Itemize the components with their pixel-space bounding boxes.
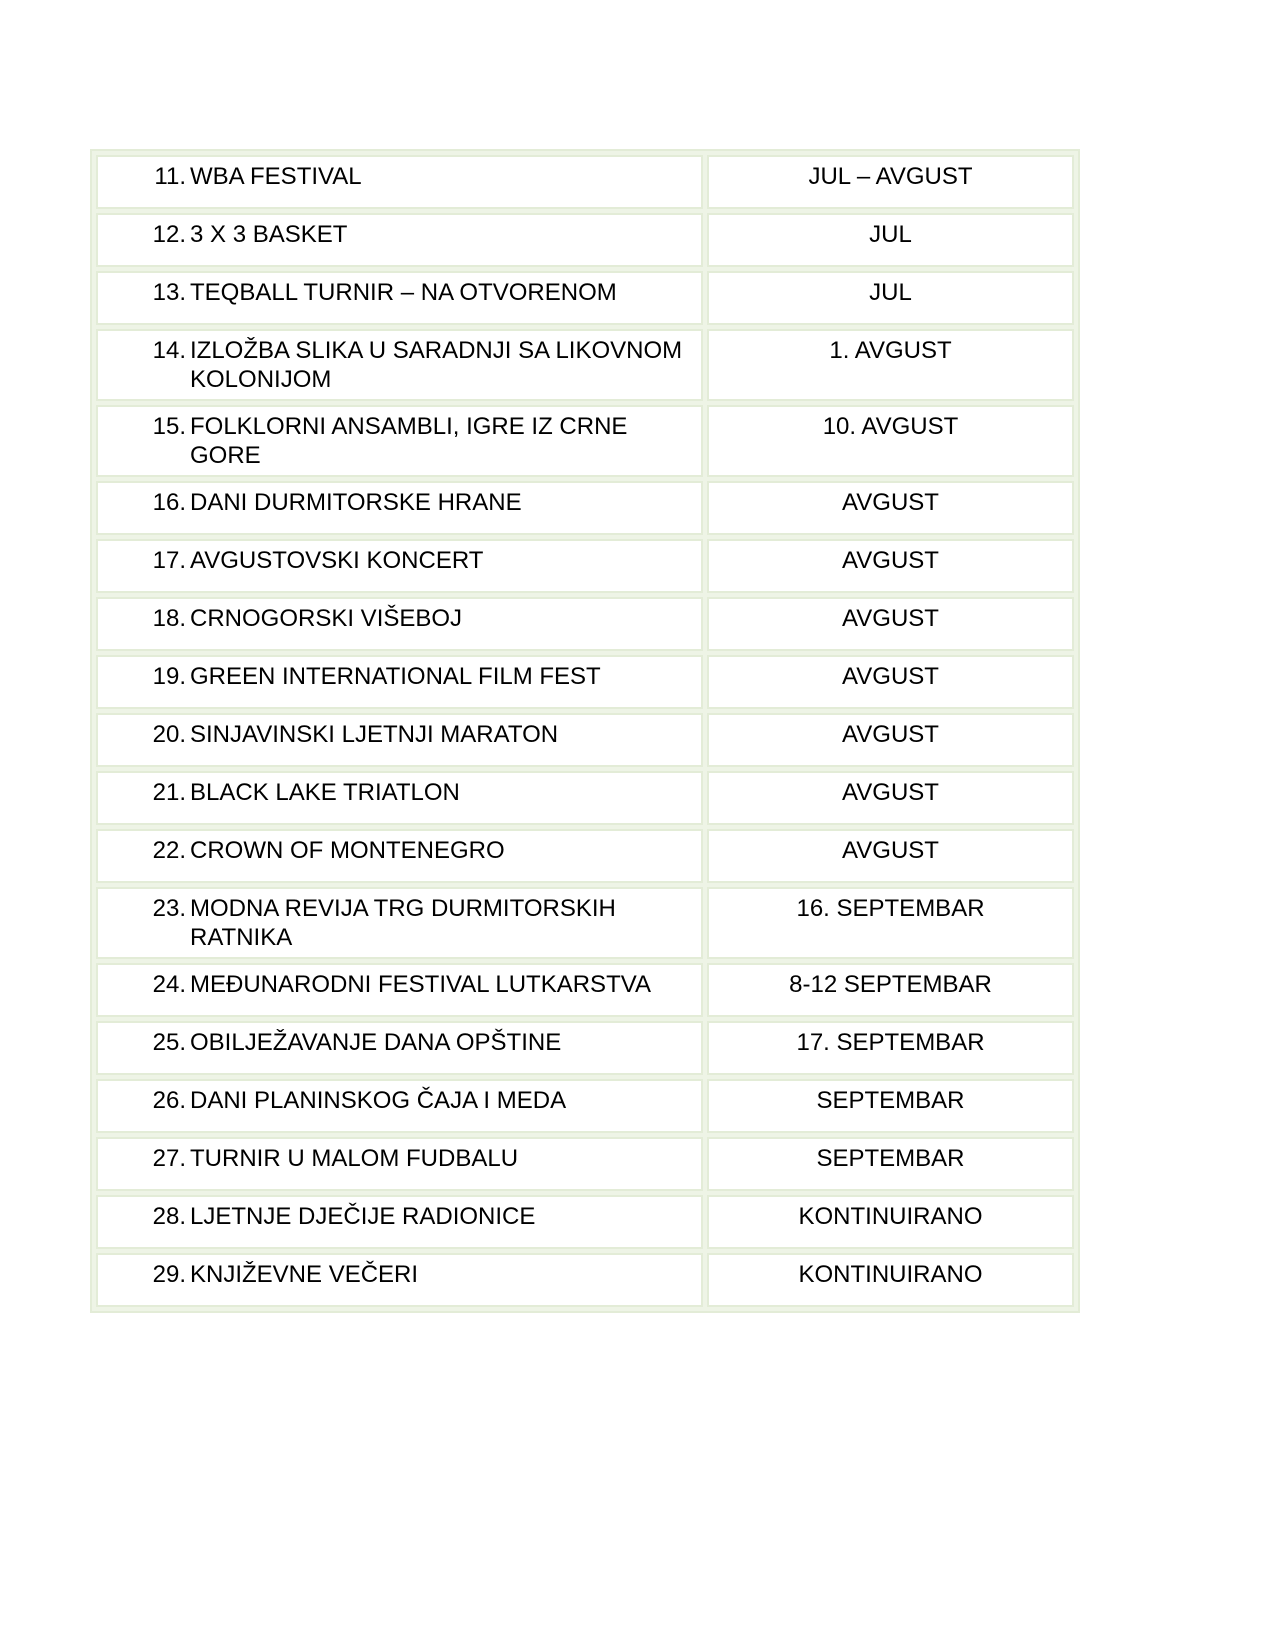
event-number: 27. <box>152 1145 186 1172</box>
table-row <box>96 539 1074 593</box>
table-row <box>96 963 1074 1017</box>
event-name-cell <box>96 829 703 883</box>
event-date: 16. SEPTEMBAR <box>707 887 1074 959</box>
event-date: 8-12 SEPTEMBAR <box>707 963 1074 1017</box>
event-name: TURNIR U MALOM FUDBALU <box>190 1145 519 1172</box>
event-name: OBILJEŽAVANJE DANA OPŠTINE <box>190 1029 562 1056</box>
event-name-cell <box>96 213 703 267</box>
event-name: FOLKLORNI ANSAMBLI, IGRE IZ CRNE GORE <box>190 413 628 469</box>
event-name: MODNA REVIJA TRG DURMITORSKIH RATNIKA <box>190 895 616 951</box>
event-number: 11. <box>154 163 186 190</box>
event-name-cell <box>96 329 703 401</box>
event-number: 23. <box>152 895 186 922</box>
events-table <box>90 149 1080 1313</box>
event-name-cell <box>96 1021 703 1075</box>
event-date: AVGUST <box>707 597 1074 651</box>
event-name: BLACK LAKE TRIATLON <box>190 779 460 806</box>
event-date: AVGUST <box>707 713 1074 767</box>
event-name: MEĐUNARODNI FESTIVAL LUTKARSTVA <box>190 971 651 998</box>
event-date: 10. AVGUST <box>707 405 1074 477</box>
event-number: 14. <box>152 337 186 364</box>
table-row <box>96 1021 1074 1075</box>
table-row <box>96 155 1074 209</box>
table-row <box>96 1079 1074 1133</box>
table-row <box>96 329 1074 401</box>
event-name: IZLOŽBA SLIKA U SARADNJI SA LIKOVNOM KOLONIJOM <box>190 337 683 393</box>
event-name-cell <box>96 963 703 1017</box>
table-row <box>96 481 1074 535</box>
event-number: 26. <box>152 1087 186 1114</box>
event-name-cell <box>96 1137 703 1191</box>
event-date: AVGUST <box>707 539 1074 593</box>
event-date: KONTINUIRANO <box>707 1253 1074 1307</box>
event-name-cell <box>96 655 703 709</box>
event-name-cell <box>96 155 703 209</box>
event-number: 17. <box>152 547 186 574</box>
event-name-cell <box>96 1253 703 1307</box>
event-number: 25. <box>152 1029 186 1056</box>
event-name: LJETNJE DJEČIJE RADIONICE <box>190 1203 536 1230</box>
event-date: 17. SEPTEMBAR <box>707 1021 1074 1075</box>
event-number: 13. <box>152 279 186 306</box>
event-name: DANI DURMITORSKE HRANE <box>190 489 522 516</box>
event-name-cell <box>96 539 703 593</box>
table-row <box>96 1195 1074 1249</box>
event-name: CRNOGORSKI VIŠEBOJ <box>190 605 463 632</box>
event-number: 16. <box>152 489 186 516</box>
event-name-cell <box>96 1079 703 1133</box>
event-name-cell <box>96 405 703 477</box>
table-row <box>96 655 1074 709</box>
event-date: KONTINUIRANO <box>707 1195 1074 1249</box>
event-number: 29. <box>152 1261 186 1288</box>
event-name: DANI PLANINSKOG ČAJA I MEDA <box>190 1087 567 1114</box>
event-number: 20. <box>152 721 186 748</box>
event-number: 21. <box>152 779 186 806</box>
event-number: 24. <box>152 971 186 998</box>
table-row <box>96 597 1074 651</box>
event-name: WBA FESTIVAL <box>190 163 362 190</box>
table-row <box>96 829 1074 883</box>
event-number: 15. <box>152 413 186 440</box>
event-date: AVGUST <box>707 655 1074 709</box>
event-name-cell <box>96 481 703 535</box>
event-number: 28. <box>152 1203 186 1230</box>
event-name: 3 X 3 BASKET <box>190 221 348 248</box>
event-date: JUL <box>707 271 1074 325</box>
event-name: KNJIŽEVNE VEČERI <box>190 1261 419 1288</box>
event-number: 22. <box>152 837 186 864</box>
table-row <box>96 713 1074 767</box>
event-name-cell <box>96 597 703 651</box>
event-date: SEPTEMBAR <box>707 1137 1074 1191</box>
event-number: 12. <box>152 221 186 248</box>
table-row <box>96 771 1074 825</box>
event-name-cell <box>96 1195 703 1249</box>
event-name: TEQBALL TURNIR – NA OTVORENOM <box>190 279 617 306</box>
event-name-cell <box>96 887 703 959</box>
event-name: CROWN OF MONTENEGRO <box>190 837 505 864</box>
event-date: AVGUST <box>707 829 1074 883</box>
table-row <box>96 887 1074 959</box>
event-name-cell <box>96 713 703 767</box>
table-row <box>96 1253 1074 1307</box>
event-date: 1. AVGUST <box>707 329 1074 401</box>
event-name: AVGUSTOVSKI KONCERT <box>190 547 484 574</box>
event-name-cell <box>96 771 703 825</box>
event-number: 19. <box>152 663 186 690</box>
event-date: AVGUST <box>707 481 1074 535</box>
event-name: GREEN INTERNATIONAL FILM FEST <box>190 663 601 690</box>
event-name: SINJAVINSKI LJETNJI MARATON <box>190 721 559 748</box>
event-date: JUL <box>707 213 1074 267</box>
event-date: JUL – AVGUST <box>707 155 1074 209</box>
event-name-cell <box>96 271 703 325</box>
event-date: SEPTEMBAR <box>707 1079 1074 1133</box>
event-date: AVGUST <box>707 771 1074 825</box>
table-row <box>96 271 1074 325</box>
table-row <box>96 1137 1074 1191</box>
table-row <box>96 405 1074 477</box>
event-number: 18. <box>152 605 186 632</box>
table-row <box>96 213 1074 267</box>
